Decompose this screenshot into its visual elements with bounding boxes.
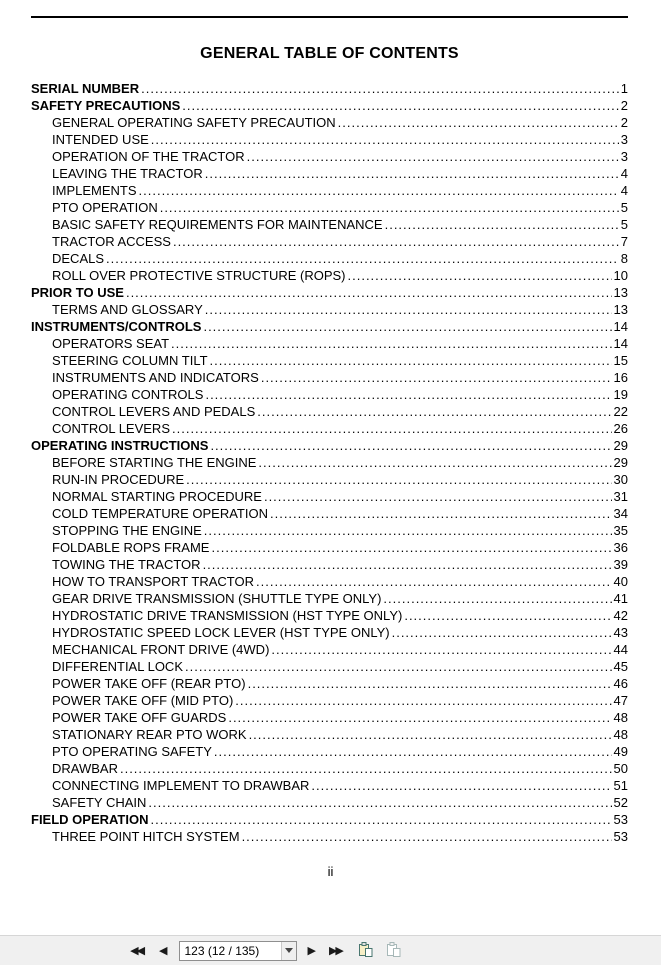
toc-dot-leader (172, 420, 612, 437)
toc-entry-label: FIELD OPERATION (31, 812, 149, 827)
toc-entry-page: 13 (613, 285, 628, 300)
toc-entry (31, 590, 628, 607)
toc-entry-page: 4 (620, 183, 628, 198)
toc-entry (31, 624, 628, 641)
toc-entry-page: 39 (613, 557, 628, 572)
toc-dot-leader (171, 335, 612, 352)
toc-entry-label: POWER TAKE OFF GUARDS (52, 710, 227, 725)
toc-entry-label: FOLDABLE ROPS FRAME (52, 540, 210, 555)
toc-entry-label: GEAR DRIVE TRANSMISSION (SHUTTLE TYPE ONLY) (52, 591, 382, 606)
toc-entry (31, 97, 628, 114)
toc-entry-page: 44 (613, 642, 628, 657)
toc-entry (31, 641, 628, 658)
toc-entry-label: TERMS AND GLOSSARY (52, 302, 203, 317)
toc-entry-label: DECALS (52, 251, 105, 266)
toc-dot-leader (228, 709, 611, 726)
toc-dot-leader (271, 641, 611, 658)
toc-entry (31, 488, 628, 505)
toc-entry-label: TOWING THE TRACTOR (52, 557, 201, 572)
toc-entry (31, 777, 628, 794)
toc-entry-label: STOPPING THE ENGINE (52, 523, 202, 538)
toc-dot-leader (205, 165, 619, 182)
toc-entry-label: INSTRUMENTS/CONTROLS (31, 319, 202, 334)
toc-entry-label: IMPLEMENTS (52, 183, 137, 198)
toc-entry-label: CONTROL LEVERS AND PEDALS (52, 404, 256, 419)
toc-entry-label: OPERATORS SEAT (52, 336, 170, 351)
toc-entry-label: STEERING COLUMN TILT (52, 353, 208, 368)
toc-dot-leader (120, 760, 612, 777)
toc-entry-page: 8 (620, 251, 628, 266)
toc-entry-label: MECHANICAL FRONT DRIVE (4WD) (52, 642, 270, 657)
toc-entry-page: 45 (613, 659, 628, 674)
toc-entry (31, 505, 628, 522)
toc-entry (31, 454, 628, 471)
toc-entry-page: 7 (620, 234, 628, 249)
toc-entry-page: 15 (613, 353, 628, 368)
toc-entry (31, 80, 628, 97)
toc-dot-leader (264, 488, 612, 505)
toc-entry-label: THREE POINT HITCH SYSTEM (52, 829, 240, 844)
paste-page-button[interactable] (356, 940, 375, 962)
toc-entry-label: HYDROSTATIC SPEED LOCK LEVER (HST TYPE ONLY) (52, 625, 390, 640)
page-number-combobox (179, 941, 297, 961)
toc-dot-leader (311, 777, 611, 794)
toc-dot-leader (210, 352, 612, 369)
toc-entry-label: GENERAL OPERATING SAFETY PRECAUTION (52, 115, 336, 130)
toc-entry-label: SAFETY PRECAUTIONS (31, 98, 181, 113)
toc-entry-page: 3 (620, 149, 628, 164)
toc-dot-leader (235, 692, 611, 709)
toc-entry-label: COLD TEMPERATURE OPERATION (52, 506, 268, 521)
toc-entry-label: CONTROL LEVERS (52, 421, 170, 436)
toc-entry-page: 14 (613, 336, 628, 351)
toc-entry (31, 743, 628, 760)
toc-entry-page: 53 (613, 812, 628, 827)
viewer-toolbar (0, 935, 661, 965)
toc-dot-leader (141, 80, 619, 97)
toc-entry-page: 5 (620, 200, 628, 215)
toc-entry-page: 1 (620, 81, 628, 96)
toc-entry (31, 573, 628, 590)
toc-entry-page: 31 (613, 489, 628, 504)
toc-entry-page: 36 (613, 540, 628, 555)
toc-entry (31, 403, 628, 420)
toc-dot-leader (404, 607, 611, 624)
toc-entry (31, 267, 628, 284)
toc-entry-label: OPERATION OF THE TRACTOR (52, 149, 245, 164)
toc-entry-page: 14 (613, 319, 628, 334)
toc-entry-label: HOW TO TRANSPORT TRACTOR (52, 574, 255, 589)
toc-entry (31, 148, 628, 165)
toc-dot-leader (203, 318, 611, 335)
toc-entry-page: 41 (613, 591, 628, 606)
toc-entry (31, 794, 628, 811)
toc-entry-page: 35 (613, 523, 628, 538)
toc-entry-page: 4 (620, 166, 628, 181)
toc-entry (31, 539, 628, 556)
page-title: GENERAL TABLE OF CONTENTS (200, 45, 459, 62)
toc-entry-page: 52 (613, 795, 628, 810)
toc-dot-leader (385, 216, 619, 233)
toc-dot-leader (257, 403, 611, 420)
toc-dot-leader (205, 386, 611, 403)
toc-entry (31, 335, 628, 352)
toc-dot-leader (203, 556, 612, 573)
toc-dot-leader (242, 828, 612, 845)
toc-entry-label: BASIC SAFETY REQUIREMENTS FOR MAINTENANCE (52, 217, 383, 232)
toc-entry-label: BEFORE STARTING THE ENGINE (52, 455, 257, 470)
toc-dot-leader (211, 539, 611, 556)
toc-dot-leader (204, 522, 612, 539)
toc-entry-page: 53 (613, 829, 628, 844)
toc-entry-label: SERIAL NUMBER (31, 81, 140, 96)
toc-entry-label: STATIONARY REAR PTO WORK (52, 727, 247, 742)
toc-entry-page: 3 (620, 132, 628, 147)
toc-dot-leader (392, 624, 612, 641)
toc-entry-label: ROLL OVER PROTECTIVE STRUCTURE (ROPS) (52, 268, 346, 283)
toc-entry (31, 301, 628, 318)
toc-entry-page: 19 (613, 387, 628, 402)
paste-page-icon (357, 941, 374, 961)
toc-entry-label: HYDROSTATIC DRIVE TRANSMISSION (HST TYPE ONLY) (52, 608, 403, 623)
toc-dot-leader (205, 301, 612, 318)
toc-entry (31, 369, 628, 386)
next-page-button[interactable]: ▶ (307, 944, 316, 957)
toc-entry (31, 556, 628, 573)
toc-dot-leader (126, 284, 612, 301)
toc-dot-leader (248, 675, 612, 692)
toc-entry-label: DRAWBAR (52, 761, 118, 776)
toc-entry-label: INSTRUMENTS AND INDICATORS (52, 370, 259, 385)
toc-entry (31, 811, 628, 828)
toc-entry-page: 22 (613, 404, 628, 419)
chevron-down-icon[interactable] (281, 942, 296, 960)
toc-dot-leader (249, 726, 612, 743)
toc-entry-page: 5 (620, 217, 628, 232)
page-navigation-group (128, 940, 403, 962)
previous-page-button[interactable]: ◀ (159, 944, 168, 957)
toc-entry-label: POWER TAKE OFF (MID PTO) (52, 693, 234, 708)
toc-dot-leader (150, 811, 611, 828)
toc-entry (31, 607, 628, 624)
page-number-footer: ii (327, 864, 334, 879)
toc-entry (31, 386, 628, 403)
toc-entry-label: TRACTOR ACCESS (52, 234, 171, 249)
toc-entry (31, 182, 628, 199)
copy-page-icon (385, 941, 402, 961)
toc-entry-label: INTENDED USE (52, 132, 149, 147)
toc-entry-label: NORMAL STARTING PROCEDURE (52, 489, 262, 504)
toc-dot-leader (151, 131, 619, 148)
toc-entry (31, 216, 628, 233)
toc-dot-leader (185, 658, 612, 675)
toc-dot-leader (210, 437, 611, 454)
toc-dot-leader (148, 794, 611, 811)
toc-dot-leader (182, 97, 618, 114)
toc-entry-page: 16 (613, 370, 628, 385)
toc-list (31, 80, 628, 845)
toc-dot-leader (261, 369, 612, 386)
toc-entry-page: 48 (613, 727, 628, 742)
toc-entry-page: 29 (613, 455, 628, 470)
toc-entry-page: 40 (613, 574, 628, 589)
toc-entry-label: SAFETY CHAIN (52, 795, 147, 810)
toc-dot-leader (383, 590, 611, 607)
last-page-button[interactable]: ▶▶ (327, 943, 347, 958)
toc-entry (31, 420, 628, 437)
toc-entry-page: 29 (613, 438, 628, 453)
toc-entry-label: RUN-IN PROCEDURE (52, 472, 185, 487)
toc-entry-page: 43 (613, 625, 628, 640)
toc-entry-page: 34 (613, 506, 628, 521)
toc-entry (31, 709, 628, 726)
toc-entry (31, 250, 628, 267)
toc-entry (31, 352, 628, 369)
toc-entry (31, 726, 628, 743)
toc-entry-page: 30 (613, 472, 628, 487)
toc-dot-leader (106, 250, 619, 267)
header-rule (31, 16, 628, 18)
toc-entry-label: CONNECTING IMPLEMENT TO DRAWBAR (52, 778, 310, 793)
toc-entry-page: 49 (613, 744, 628, 759)
toc-entry-label: PRIOR TO USE (31, 285, 124, 300)
toc-entry-page: 42 (613, 608, 628, 623)
toc-dot-leader (139, 182, 619, 199)
toc-entry-page: 2 (620, 98, 628, 113)
toc-dot-leader (258, 454, 611, 471)
toc-entry (31, 692, 628, 709)
toc-entry (31, 828, 628, 845)
toc-dot-leader (256, 573, 612, 590)
toc-entry (31, 114, 628, 131)
toc-entry-page: 48 (613, 710, 628, 725)
toc-entry-page: 50 (613, 761, 628, 776)
toc-entry (31, 471, 628, 488)
toc-entry-label: OPERATING INSTRUCTIONS (31, 438, 209, 453)
toc-entry-page: 26 (613, 421, 628, 436)
toc-entry (31, 199, 628, 216)
toc-dot-leader (338, 114, 619, 131)
toc-entry (31, 233, 628, 250)
toc-entry-page: 51 (613, 778, 628, 793)
toc-entry-page: 13 (613, 302, 628, 317)
toc-dot-leader (173, 233, 619, 250)
toc-entry-page: 10 (613, 268, 628, 283)
toc-entry-label: PTO OPERATING SAFETY (52, 744, 212, 759)
toc-dot-leader (270, 505, 612, 522)
toc-entry-page: 2 (620, 115, 628, 130)
toc-dot-leader (348, 267, 612, 284)
toc-dot-leader (214, 743, 612, 760)
toc-entry (31, 131, 628, 148)
toc-entry-label: OPERATING CONTROLS (52, 387, 204, 402)
toc-entry (31, 284, 628, 301)
toc-entry (31, 760, 628, 777)
toc-entry-label: LEAVING THE TRACTOR (52, 166, 203, 181)
toc-entry-page: 47 (613, 693, 628, 708)
copy-page-button[interactable] (384, 940, 403, 962)
toc-entry-label: DIFFERENTIAL LOCK (52, 659, 183, 674)
toc-entry (31, 165, 628, 182)
toc-entry (31, 658, 628, 675)
toc-entry (31, 318, 628, 335)
toc-entry-label: POWER TAKE OFF (REAR PTO) (52, 676, 246, 691)
toc-entry-page: 46 (613, 676, 628, 691)
toc-entry-label: PTO OPERATION (52, 200, 158, 215)
first-page-button[interactable]: ◀◀ (128, 943, 148, 958)
toc-dot-leader (160, 199, 619, 216)
page-number-input[interactable] (180, 942, 281, 960)
toc-entry (31, 675, 628, 692)
toc-entry (31, 522, 628, 539)
toc-entry (31, 437, 628, 454)
toc-dot-leader (247, 148, 619, 165)
toc-dot-leader (186, 471, 611, 488)
